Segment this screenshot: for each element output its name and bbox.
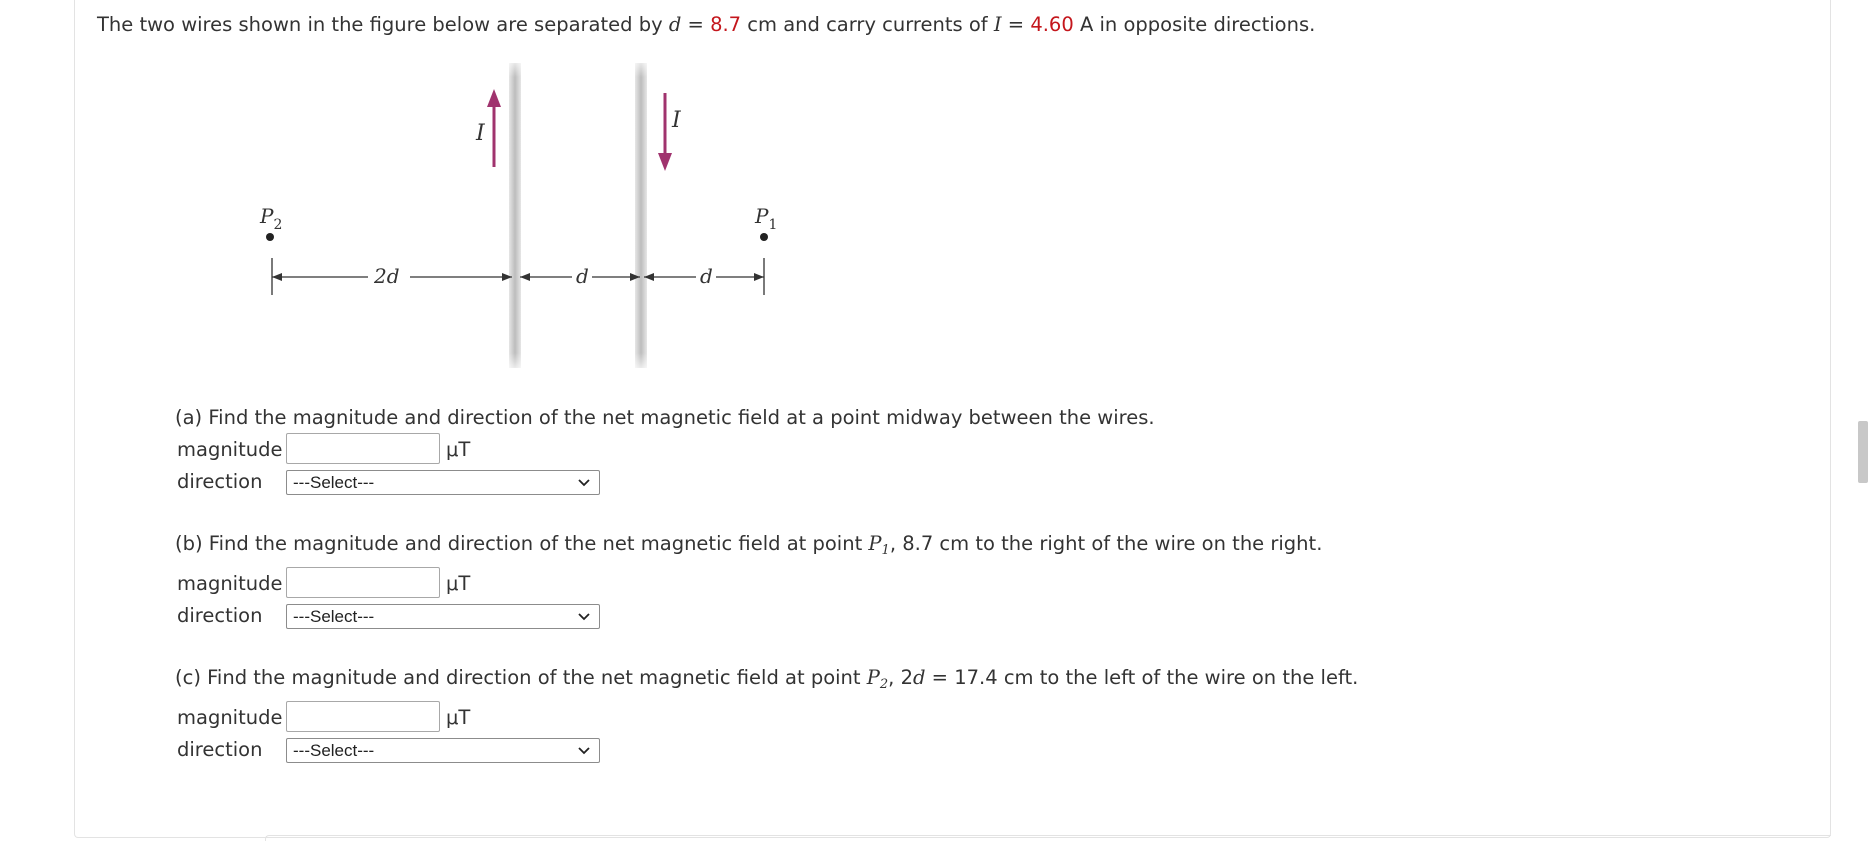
part-c-direction-label: direction: [177, 738, 263, 761]
dim-d-mid-label: d: [576, 264, 589, 288]
p1-label: $P_1$: [755, 204, 778, 233]
right-wire: [635, 63, 647, 368]
part-a-question: (a) Find the magnitude and direction of the net magnetic field at a point midway between the wires.: [175, 406, 1155, 429]
part-b-text: (b) Find the magnitude and direction of the net magnetic field at point: [175, 532, 869, 555]
wires-figure: [250, 55, 790, 380]
part-a-direction-select[interactable]: [286, 470, 600, 495]
part-a-select-value: ---Select---: [293, 473, 375, 492]
current-label-right: I: [672, 108, 681, 133]
part-c-text: (c) Find the magnitude and direction of the net magnetic field at point: [175, 666, 867, 689]
part-c-magnitude-label: magnitude: [177, 706, 283, 729]
part-b-unit: μT: [446, 572, 471, 595]
p2-label: $P_2$: [260, 204, 283, 233]
scrollbar-thumb[interactable]: [1858, 421, 1868, 483]
part-c-direction-select[interactable]: [286, 738, 600, 763]
chevron-down-icon: [576, 608, 592, 624]
part-c-text-mid: , 2: [888, 666, 913, 689]
i-value: 4.60: [1030, 13, 1074, 36]
chevron-down-icon: [576, 742, 592, 758]
part-b-magnitude-input[interactable]: [286, 567, 440, 598]
intro-text: The two wires shown in the figure below are separated by: [97, 13, 669, 36]
d-variable: d: [668, 13, 682, 36]
part-a-magnitude-input[interactable]: [286, 433, 440, 464]
current-down-arrow: [658, 93, 672, 171]
i-variable: I: [993, 13, 1002, 36]
d-variable: d: [912, 666, 926, 689]
part-b-text-end: , 8.7 cm to the right of the wire on the right.: [889, 532, 1323, 555]
equals: =: [681, 13, 711, 36]
point-p1: $P_1$: [868, 532, 890, 558]
lower-panel-edge: [265, 835, 1831, 841]
part-a-direction-label: direction: [177, 470, 263, 493]
intro-mid-text: cm and carry currents of: [741, 13, 994, 36]
part-b-direction-select[interactable]: [286, 604, 600, 629]
problem-statement: [97, 13, 1315, 36]
part-c-magnitude-input[interactable]: [286, 701, 440, 732]
p2-point: [266, 233, 274, 241]
wire-fade-bottom: [500, 353, 660, 375]
dim-d-right-label: d: [700, 264, 713, 288]
part-c-text-end: = 17.4 cm to the left of the wire on the left.: [925, 666, 1359, 689]
point-p2: $P_2$: [866, 666, 889, 692]
equals: =: [1001, 13, 1031, 36]
current-up-arrow: [487, 89, 501, 167]
part-b-direction-label: direction: [177, 604, 263, 627]
dim-2d-label: 2d: [374, 264, 400, 288]
intro-end-text: A in opposite directions.: [1073, 13, 1316, 36]
left-wire: [509, 63, 521, 368]
part-b-magnitude-label: magnitude: [177, 572, 283, 595]
part-c-unit: μT: [446, 706, 471, 729]
wire-fade-top: [500, 55, 660, 77]
part-b-select-value: ---Select---: [293, 607, 375, 626]
part-a-unit: μT: [446, 438, 471, 461]
p1-point: [760, 233, 768, 241]
part-c-select-value: ---Select---: [293, 741, 375, 760]
current-label-left: I: [476, 121, 485, 146]
part-a-magnitude-label: magnitude: [177, 438, 283, 461]
part-c-question: [175, 666, 1359, 692]
part-b-question: [175, 532, 1323, 558]
chevron-down-icon: [576, 474, 592, 490]
d-value: 8.7: [710, 13, 742, 36]
